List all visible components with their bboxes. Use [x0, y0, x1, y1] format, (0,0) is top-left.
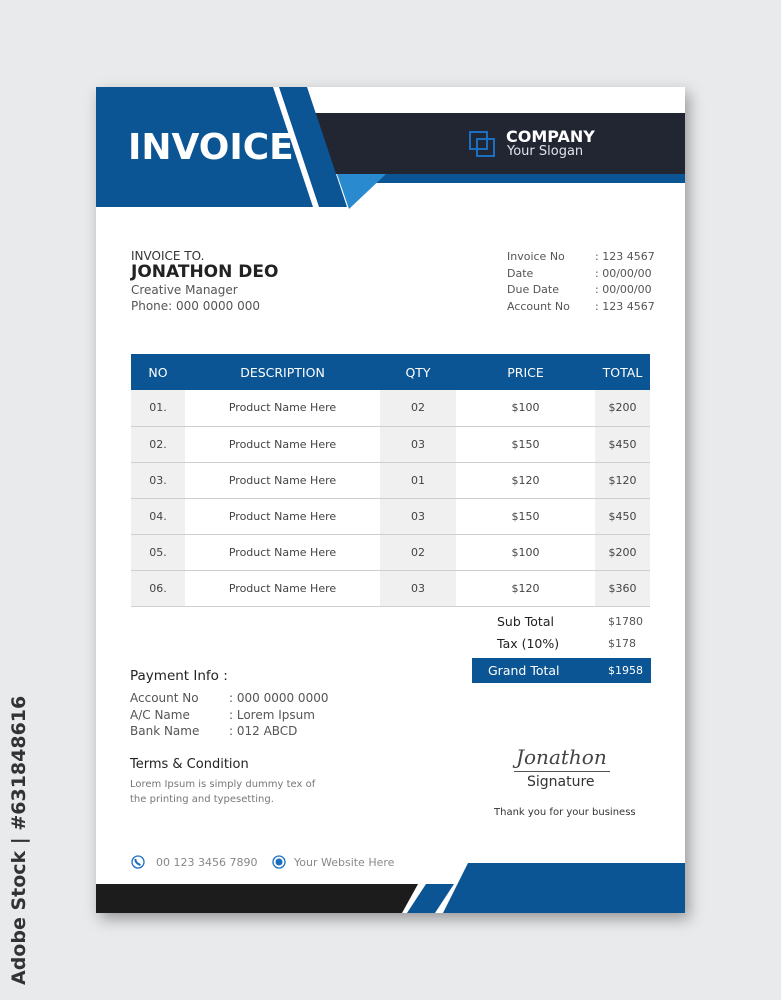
- row-price: $100: [456, 390, 595, 426]
- invoice-to-label: INVOICE TO.: [131, 249, 205, 263]
- meta-value: : 00/00/00: [595, 283, 652, 296]
- row-description: Product Name Here: [185, 570, 380, 606]
- payment-label: A/C Name: [130, 707, 190, 722]
- meta-label: Due Date: [507, 283, 559, 296]
- row-qty: 02: [380, 534, 456, 570]
- items-table: [131, 354, 650, 607]
- row-no: 02.: [131, 426, 185, 462]
- footer-shapes: [96, 857, 685, 913]
- tax-value: $178: [608, 637, 636, 650]
- meta-value: : 123 4567: [595, 299, 655, 313]
- subtotal-value: $1780: [608, 615, 643, 628]
- row-qty: 03: [380, 426, 456, 462]
- row-price: $150: [456, 426, 595, 462]
- row-no: 03.: [131, 462, 185, 498]
- row-price: $120: [456, 570, 595, 606]
- table-header: [131, 354, 650, 390]
- watermark-id: Adobe Stock | #631848616: [8, 695, 30, 985]
- row-total: $450: [595, 498, 650, 534]
- payment-values: [229, 690, 328, 740]
- table-row: [131, 390, 650, 426]
- terms-title: Terms & Condition: [130, 757, 249, 772]
- terms-text-1: Lorem Ipsum is simply dummy tex of: [130, 779, 316, 790]
- meta-value: : 123 4567: [595, 250, 655, 263]
- terms-text-2: the printing and typesetting.: [130, 794, 274, 805]
- row-price: $150: [456, 498, 595, 534]
- row-price: $100: [456, 534, 595, 570]
- grand-total-bar: [472, 658, 651, 683]
- payment-labels: [130, 690, 199, 740]
- row-description: Product Name Here: [185, 498, 380, 534]
- payment-value: : Lorem Ipsum: [229, 707, 315, 722]
- row-description: Product Name Here: [185, 426, 380, 462]
- meta-labels: [507, 249, 570, 315]
- row-no: 05.: [131, 534, 185, 570]
- table-row: [131, 498, 650, 534]
- row-no: 01.: [131, 390, 185, 426]
- row-description: Product Name Here: [185, 390, 380, 426]
- meta-label: Invoice No: [507, 250, 565, 263]
- row-qty: 01: [380, 462, 456, 498]
- payment-value: : 012 ABCD: [229, 724, 298, 738]
- table-row: [131, 462, 650, 498]
- col-qty: QTY: [380, 354, 456, 390]
- payment-label: Account No: [130, 691, 199, 705]
- company-slogan: Your Slogan: [507, 144, 584, 159]
- col-total: TOTAL: [595, 354, 650, 390]
- meta-value: : 00/00/00: [595, 266, 652, 280]
- grand-total-label: Grand Total: [488, 663, 560, 678]
- invoice-title: INVOICE: [128, 127, 294, 168]
- row-total: $120: [595, 462, 650, 498]
- company-logo-icon: [468, 130, 498, 160]
- row-description: Product Name Here: [185, 462, 380, 498]
- tax-label: Tax (10%): [497, 636, 560, 651]
- subtotal-label: Sub Total: [497, 614, 554, 629]
- col-no: NO: [131, 354, 185, 390]
- grand-total-value: $1958: [608, 664, 643, 677]
- meta-label: Account No: [507, 299, 570, 313]
- table-row: [131, 534, 650, 570]
- row-total: $200: [595, 390, 650, 426]
- signature-label: Signature: [527, 774, 595, 790]
- client-phone: Phone: 000 0000 000: [131, 299, 261, 313]
- row-qty: 03: [380, 498, 456, 534]
- thank-you-text: Thank you for your business: [494, 807, 636, 818]
- table-row: [131, 426, 650, 462]
- table-row: [131, 570, 650, 606]
- row-total: $200: [595, 534, 650, 570]
- invoice-document: [96, 87, 685, 913]
- row-price: $120: [456, 462, 595, 498]
- row-total: $450: [595, 426, 650, 462]
- payment-value: : 000 0000 0000: [229, 691, 329, 705]
- footer-phone: 00 123 3456 7890: [156, 856, 258, 869]
- signature-script: Jonathon: [516, 745, 607, 769]
- meta-label: Date: [507, 266, 534, 280]
- row-no: 06.: [131, 570, 185, 606]
- payment-label: Bank Name: [130, 724, 200, 738]
- row-qty: 03: [380, 570, 456, 606]
- client-role: Creative Manager: [131, 283, 238, 297]
- row-description: Product Name Here: [185, 534, 380, 570]
- meta-values: [595, 249, 655, 315]
- company-name: COMPANY: [506, 127, 595, 146]
- client-name: JONATHON DEO: [131, 262, 279, 282]
- col-description: DESCRIPTION: [185, 354, 380, 390]
- col-price: PRICE: [456, 354, 595, 390]
- row-total: $360: [595, 570, 650, 606]
- footer-website: Your Website Here: [294, 856, 395, 869]
- payment-title: Payment Info :: [130, 668, 228, 684]
- row-qty: 02: [380, 390, 456, 426]
- signature-line: [514, 771, 610, 772]
- row-no: 04.: [131, 498, 185, 534]
